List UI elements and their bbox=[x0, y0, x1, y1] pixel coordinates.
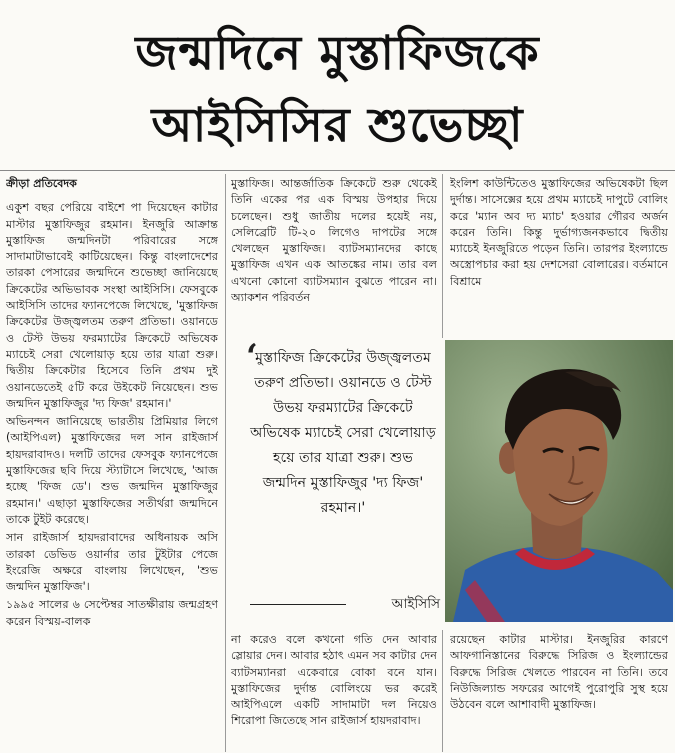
column-divider bbox=[442, 630, 443, 752]
pull-quote-attribution bbox=[250, 594, 440, 614]
attribution-dash bbox=[250, 604, 346, 605]
paragraph: রয়েছেন কাটার মাস্টার। ইনজুরির কারণে আফগানিস্তানের বিরুদ্ধে সিরিজ ও ইংল্যান্ডের বিরুদ্ধে সিরিজ খেলতে পারবেন না তিনি। তবে নিউজিল্যান্ড সফরের আগেই পুরোপুরি সুস্থ হয়ে উঠবেন বলে আশাবাদী মুস্তাফিজ। bbox=[450, 633, 668, 712]
pull-quote bbox=[232, 337, 440, 618]
article-column-3-bottom bbox=[450, 632, 668, 752]
article-column-2-bottom bbox=[231, 632, 437, 752]
article-column-1 bbox=[6, 172, 218, 752]
paragraph: ১৯৯৫ সালের ৬ সেপ্টেম্বর সাতক্ষীরায় জন্মগ্রহণ করেন বিস্ময়-বালক bbox=[6, 598, 218, 628]
column-divider bbox=[442, 174, 443, 338]
paragraph: না করেও বলে কখনো গতি দেন আবার স্লোয়ার দেন। আবার হঠাৎ এমন সব কাটার দেন ব্যাটসম্যানরা একেবারে বোকা বনে যান। মুস্তাফিজের দুর্দান্ত বোলিংয়ে ভর করেই আইপিএলে একটি সাদামাটা দল নিয়েও শিরোপা জিতেছে সান রাইজার্স হায়দরাবাদ। bbox=[231, 633, 437, 728]
paragraph: ইংলিশ কাউন্টিতেও মুস্তাফিজের অভিষেকটা ছিল দুর্দান্ত। সাসেক্সের হয়ে প্রথম ম্যাচেই দাপুটে বোলিং করে 'ম্যান অব দ্য ম্যাচ' হওয়ার গৌরব অর্জন করেন তিনি। কিন্তু দুর্ভাগ্যজনকভাবে দ্বিতীয় ম্যাচেই ইনজুরিতে পড়েন তিনি। তারপর ইংল্যান্ডে অস্ত্রোপচার করা হয় দেশসেরা বোলারের। বর্তমানে বিশ্রামে bbox=[450, 177, 668, 288]
player-portrait-image bbox=[445, 340, 673, 622]
headline bbox=[0, 18, 675, 162]
quote-mark-icon: ‘ bbox=[246, 337, 258, 377]
article-column-2-top bbox=[231, 176, 437, 336]
headline-divider bbox=[0, 170, 675, 171]
paragraph: মুস্তাফিজ। আন্তর্জাতিক ক্রিকেটে শুরু থেকেই তিনি একের পর এক বিস্ময় উপহার দিয়ে চলেছেন। শুধু জাতীয় দলের হয়েই নয়, সেলিব্রেটি টি-২০ লিগেও দাপটের সঙ্গে খেলছেন মুস্তাফিজ। ব্যাটসম্যানদের কাছে মুস্তাফিজ এখন এক আতঙ্কের নাম। তার বল এখনো কোনো ব্যাটসম্যান বুঝতে পারেন না। অ্যাকশন পরিবর্তন bbox=[231, 177, 437, 305]
player-photo bbox=[445, 340, 673, 622]
paragraph: একুশ বছর পেরিয়ে বাইশে পা দিয়েছেন কাটার মাস্টার মুস্তাফিজুর রহমান। ইনজুরি আক্রান্ত মুস্তাফিজ জন্মদিনটা পরিবারের সঙ্গে সাদামাটাভাবেই কাটিয়েছেন। কিন্তু বাংলাদেশের তারকা পেসারের জন্মদিনে শুভেচ্ছা জানিয়েছে ক্রিকেটের অভিভাবক সংস্থা আইসিসি। ফেসবুকে আইসিসি তাদের ফ্যানপেজে লিখেছে, 'মুস্তাফিজ ক্রিকেটের উজ্জ্বলতম তরুণ প্রতিভা। ওয়ানডে ও টেস্ট উভয় ফরম্যাটের ক্রিকেটে অভিষেক ম্যাচেই সেরা খেলোয়াড় হয়ে তার যাত্রা শুরু। দ্বিতীয় ক্রিকেটার হিসেবে তিনি প্রথম দুই ওয়ানডেতেই ৫টি করে উইকেট নিয়েছেন। শুভ জন্মদিন মুস্তাফিজুর 'দ্য ফিজ' রহমান।' bbox=[6, 201, 218, 410]
headline-line-2: আইসিসির শুভেচ্ছা bbox=[151, 98, 524, 153]
byline: ক্রীড়া প্রতিবেদক bbox=[6, 177, 77, 190]
attribution-name: আইসিসি bbox=[391, 596, 440, 612]
paragraph: অভিনন্দন জানিয়েছে ভারতীয় প্রিমিয়ার লিগে (আইপিএল) মুস্তাফিজের দল সান রাইজার্স হায়দরাবাদও। দলটি তাদের ফেসবুক ফ্যানপেজে মুস্তাফিজের ছবি দিয়ে স্ট্যাটাসে লিখেছে, 'আজ হচ্ছে 'ফিজ ডে'। শুভ জন্মদিন মুস্তাফিজুর রহমান।' এছাড়া মুস্তাফিজের সতীর্থরা জন্মদিনে তাকে টুইট করেছে। bbox=[6, 415, 218, 526]
paragraph: সান রাইজার্স হায়দরাবাদের অধিনায়ক অসি তারকা ডেভিড ওয়ার্নার তার টুইটার পেজে ইংরেজি অক্ষরে বাংলায় লিখেছেন, 'শুভ জন্মদিন মুস্তাফিজ'। bbox=[6, 531, 218, 594]
article-column-3-top bbox=[450, 176, 668, 336]
pull-quote-text: মুস্তাফিজ ক্রিকেটের উজ্জ্বলতম তরুণ প্রতিভা। ওয়ানডে ও টেস্ট উভয় ফরম্যাটের ক্রিকেটে অভিষেক ম্যাচেই সেরা খেলোয়াড় হয়ে তার যাত্রা শুরু। শুভ জন্মদিন মুস্তাফিজুর 'দ্য ফিজ' রহমান।' bbox=[250, 350, 436, 516]
column-divider bbox=[225, 174, 226, 752]
headline-line-1: জন্মদিনে মুস্তাফিজকে bbox=[135, 26, 540, 81]
